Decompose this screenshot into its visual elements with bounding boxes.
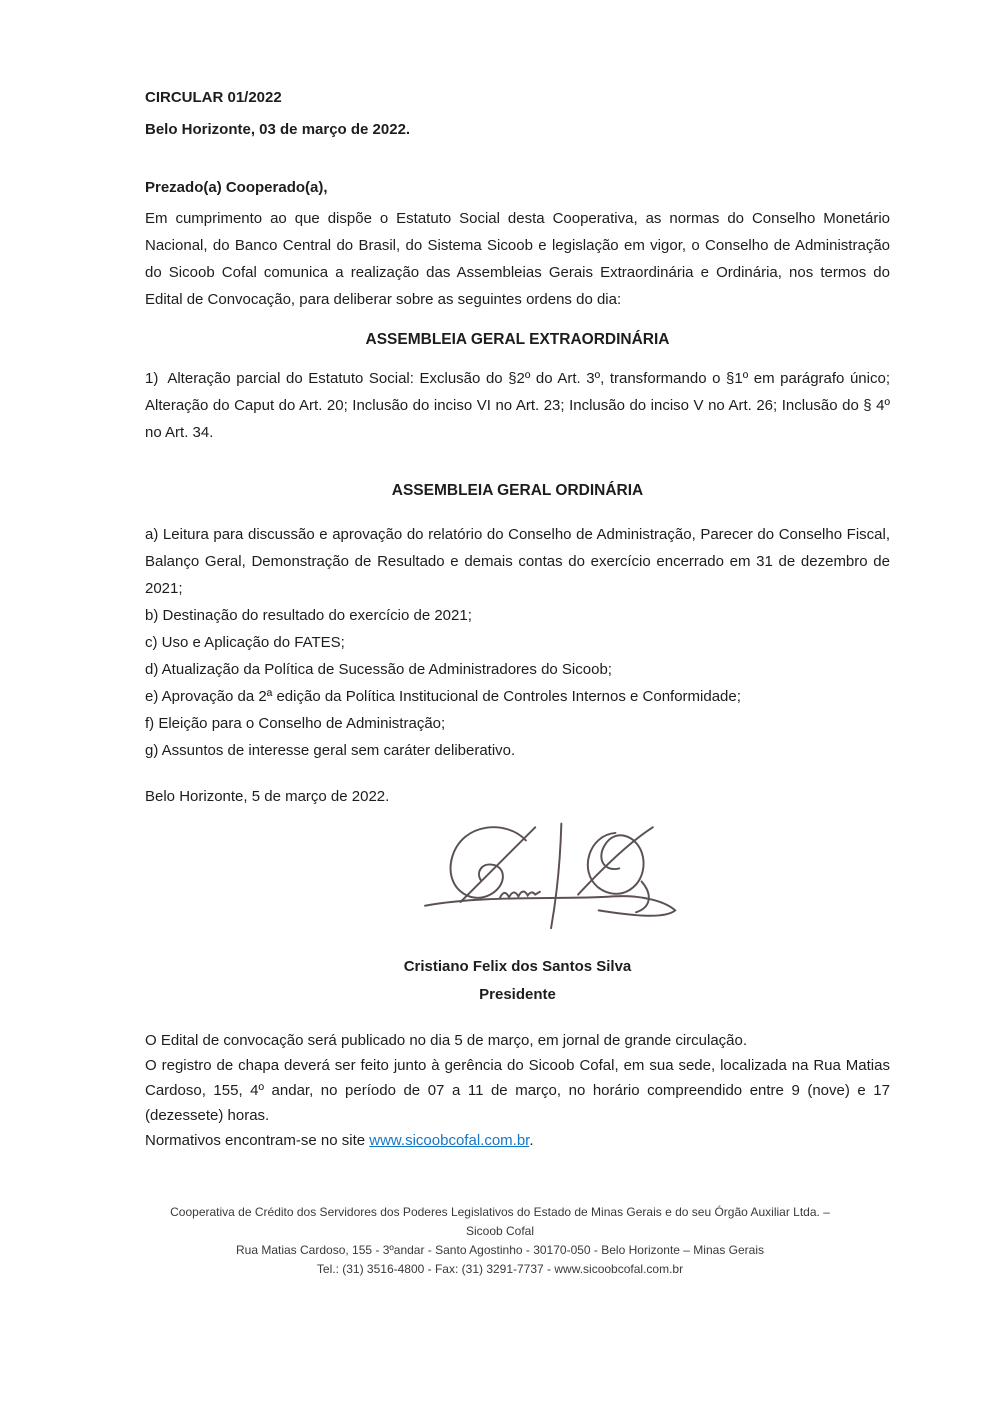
list-item-f: f) Eleição para o Conselho de Administração;: [145, 715, 446, 732]
list-item-a: a) Leitura para discussão e aprovação do relatório do Conselho de Administração, Parecer do Conselho Fiscal, Balanço Geral, Demonstração de Resultado e demais contas do exercício encerrado em 31 de dezembro de 2021;: [145, 526, 890, 597]
closing-paragraph-1: O Edital de convocação será publicado no dia 5 de março, em jornal de grande circulação.: [145, 1032, 748, 1049]
signature-block: [145, 818, 890, 935]
circular-number: CIRCULAR 01/2022: [145, 89, 282, 106]
list-item-g: g) Assuntos de interesse geral sem caráter deliberativo.: [145, 742, 516, 759]
date-line: Belo Horizonte, 03 de março de 2022.: [145, 121, 411, 138]
extraordinary-assembly-heading: ASSEMBLEIA GERAL EXTRAORDINÁRIA: [365, 331, 670, 348]
page-footer: [70, 1203, 930, 1279]
footer-org-name-line1: Cooperativa de Crédito dos Servidores dos Poderes Legislativos do Estado de Minas Gerais e do seu Órgão Auxiliar Ltda. –: [170, 1205, 830, 1219]
list-item-d: d) Atualização da Política de Sucessão de Administradores do Sicoob;: [145, 661, 612, 678]
closing-paragraph-3-prefix: Normativos encontram-se no site: [145, 1132, 370, 1149]
signature-date-line: Belo Horizonte, 5 de março de 2022.: [145, 788, 390, 805]
signer-name: Cristiano Felix dos Santos Silva: [403, 958, 632, 975]
signer-title: Presidente: [479, 986, 556, 1003]
salutation: Prezado(a) Cooperado(a),: [145, 179, 328, 196]
closing-paragraph-3-suffix: .: [529, 1132, 534, 1149]
list-item-c: c) Uso e Aplicação do FATES;: [145, 634, 345, 651]
ordinary-items-list: [145, 521, 890, 764]
footer-address: Rua Matias Cardoso, 155 - 3ºandar - Santo Agostinho - 30170-050 - Belo Horizonte – Minas Gerais: [235, 1243, 764, 1257]
list-item-b: b) Destinação do resultado do exercício de 2021;: [145, 607, 472, 624]
signature-image: [418, 818, 686, 930]
footer-contact: Tel.: (31) 3516-4800 - Fax: (31) 3291-7737 - www.sicoobcofal.com.br: [316, 1262, 684, 1276]
closing-paragraph-2: O registro de chapa deverá ser feito junto à gerência do Sicoob Cofal, em sua sede, localizada na Rua Matias Cardoso, 155, 4º andar, no período de 07 a 11 de março, no horário compreendido entre 9 (nove) e 17 (dezessete) horas.: [145, 1057, 890, 1124]
website-link[interactable]: www.sicoobcofal.com.br: [369, 1132, 530, 1149]
item-text: Alteração parcial do Estatuto Social: Exclusão do §2º do Art. 3º, transformando o §1º em parágrafo único; Alteração do Caput do Art. 20; Inclusão do inciso VI no Art. 23; Inclusão do inciso V no Art. 26; Inclusão do § 4º no Art. 34.: [145, 370, 890, 441]
closing-paragraph-3: [145, 1128, 890, 1153]
extraordinary-item: [145, 365, 890, 446]
closing-block: [145, 1028, 890, 1153]
ordinary-assembly-heading: ASSEMBLEIA GERAL ORDINÁRIA: [391, 482, 644, 499]
item-marker: 1): [145, 370, 159, 387]
footer-org-name-line2: Sicoob Cofal: [465, 1224, 535, 1238]
list-item-e: e) Aprovação da 2ª edição da Política Institucional de Controles Internos e Conformidade;: [145, 688, 741, 705]
intro-paragraph: Em cumprimento ao que dispõe o Estatuto Social desta Cooperativa, as normas do Conselho Monetário Nacional, do Banco Central do Brasil, do Sistema Sicoob e legislação em vigor, o Conselho de Administração do Sicoob Cofal comunica a realização das Assembleias Gerais Extraordinária e Ordinária, nos termos do Edital de Convocação, para deliberar sobre as seguintes ordens do dia:: [145, 210, 890, 308]
